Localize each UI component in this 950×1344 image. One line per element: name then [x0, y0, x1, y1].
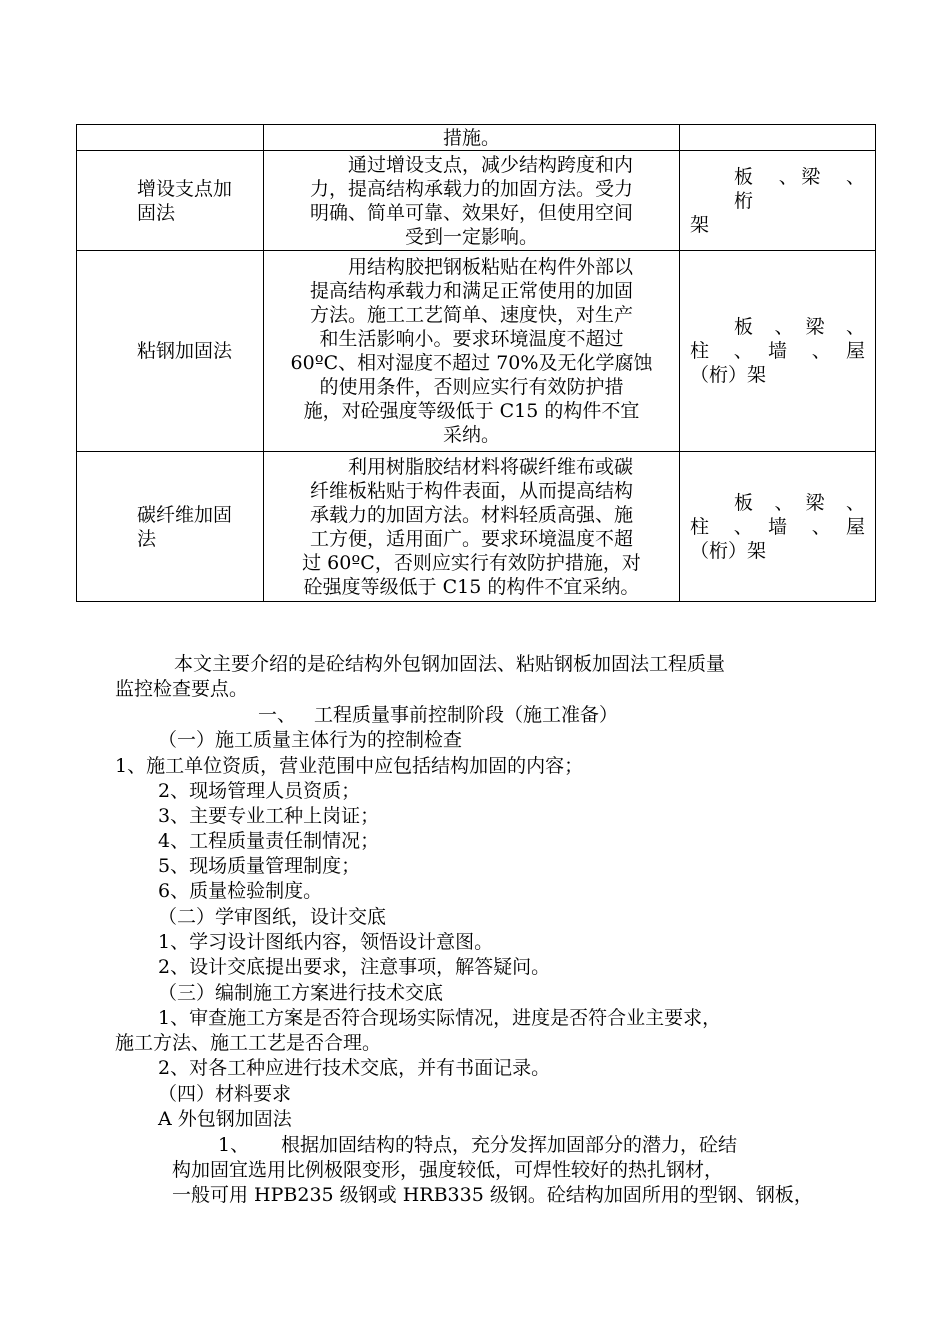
method-name-cell [77, 125, 264, 151]
use-line: （桁）架 [690, 364, 767, 386]
desc-line: 用结构胶把钢板粘贴在构件外部以 [309, 256, 633, 278]
section-heading-number: 一、 [258, 704, 297, 726]
desc-line: 提高结构承载力和满足正常使用的加固 [309, 280, 633, 302]
desc-line: 力，提高结构承载力的加固方法。受力 [309, 177, 633, 200]
method-name-line: 碳纤维加固 [137, 503, 233, 526]
subsection-heading: （一）施工质量主体行为的控制检查 [158, 729, 463, 751]
use-line: 板 、梁 、桁 [734, 165, 865, 212]
list-item: 2、对各工种应进行技术交底，并有书面记录。 [158, 1057, 551, 1079]
use-line: 板 、 梁 、 [734, 491, 865, 514]
desc-line: 采纳。 [442, 424, 500, 446]
use-line: 架 [690, 213, 710, 236]
desc-line: 的使用条件，否则应实行有效防护措 [319, 376, 624, 398]
list-item: 1、学习设计图纸内容，领悟设计意图。 [158, 931, 494, 953]
list-item: 1、施工单位资质，营业范围中应包括结构加固的内容； [115, 755, 584, 777]
list-item: 5、现场质量管理制度； [158, 855, 361, 877]
list-item: 1、审查施工方案是否符合现场实际情况，进度是否符合业主要求， [158, 1007, 722, 1029]
desc-line: 利用树脂胶结材料将碳纤维布或碳 [309, 455, 633, 478]
subsection-heading: （三）编制施工方案进行技术交底 [158, 982, 444, 1004]
applicable-members-cell [680, 125, 876, 151]
applicable-members-cell [680, 151, 876, 251]
desc-line: 施，对砼强度等级低于 C15 的构件不宜 [303, 400, 640, 422]
method-name-cell [77, 151, 264, 251]
list-item: 根据加固结构的特点，充分发挥加固部分的潜力，砼结 [281, 1134, 738, 1156]
use-line: 柱 、 墙 、 屋 [690, 340, 865, 362]
method-description-cell [264, 125, 680, 151]
method-name-cell [77, 452, 264, 602]
applicable-members-cell [680, 251, 876, 452]
list-item: 6、质量检验制度。 [158, 880, 323, 902]
intro-paragraph-line: 本文主要介绍的是砼结构外包钢加固法、粘贴钢板加固法工程质量 [174, 653, 726, 675]
table-row [77, 251, 876, 452]
desc-line: 承载力的加固方法。材料轻质高强、施 [309, 503, 633, 526]
desc-line: 过 60ºC，否则应实行有效防护措施，对 [302, 551, 641, 574]
use-line: （桁）架 [690, 539, 767, 562]
method-name-cell [77, 251, 264, 452]
list-item-continuation: 施工方法、施工工艺是否合理。 [115, 1032, 382, 1054]
list-item-continuation: 构加固宜选用比例极限变形，强度较低，可焊性较好的热扎钢材， [172, 1159, 724, 1181]
list-item-continuation: 一般可用 HPB235 级钢或 HRB335 级钢。砼结构加固所用的型钢、钢板， [172, 1184, 813, 1206]
subsection-label: A 外包钢加固法 [158, 1108, 292, 1130]
table-row [77, 151, 876, 251]
applicable-members-cell [680, 452, 876, 602]
method-name-line: 增设支点加 [137, 177, 233, 200]
list-item: 2、设计交底提出要求，注意事项，解答疑问。 [158, 956, 551, 978]
desc-line: 纤维板粘贴于构件表面，从而提高结构 [309, 479, 633, 502]
list-item: 4、工程质量责任制情况； [158, 830, 380, 852]
desc-line: 明确、简单可靠、效果好，但使用空间 [309, 201, 633, 224]
intro-paragraph-line: 监控检查要点。 [115, 678, 249, 700]
list-item-number: 1、 [218, 1134, 250, 1156]
desc-line: 60ºC、相对湿度不超过 70%及无化学腐蚀 [290, 352, 653, 374]
subsection-heading: （二）学审图纸，设计交底 [158, 906, 387, 928]
method-name-line: 粘钢加固法 [137, 340, 233, 362]
section-heading: 工程质量事前控制阶段（施工准备） [314, 704, 619, 726]
desc-line: 工方便，适用面广。要求环境温度不超 [309, 527, 633, 550]
method-description-cell [264, 452, 680, 602]
method-description-cell [264, 251, 680, 452]
reinforcement-methods-table [76, 124, 876, 602]
list-item: 3、主要专业工种上岗证； [158, 805, 380, 827]
desc-line: 方法。施工工艺简单、速度快，对生产 [309, 304, 633, 326]
table-row [77, 452, 876, 602]
method-description-cell [264, 151, 680, 251]
desc-line: 砼强度等级低于 C15 的构件不宜采纳。 [303, 575, 640, 598]
table-row [77, 125, 876, 151]
desc-line: 通过增设支点，减少结构跨度和内 [309, 153, 633, 176]
use-line: 柱 、 墙 、 屋 [690, 515, 865, 538]
method-name-line: 法 [137, 527, 157, 550]
desc-line: 措施。 [442, 126, 500, 149]
desc-line: 和生活影响小。要求环境温度不超过 [319, 328, 624, 350]
subsection-heading: （四）材料要求 [158, 1083, 292, 1105]
method-name-line: 固法 [137, 201, 176, 224]
desc-line: 受到一定影响。 [404, 225, 538, 248]
use-line: 板 、 梁 、 [734, 316, 865, 338]
list-item: 2、现场管理人员资质； [158, 780, 361, 802]
